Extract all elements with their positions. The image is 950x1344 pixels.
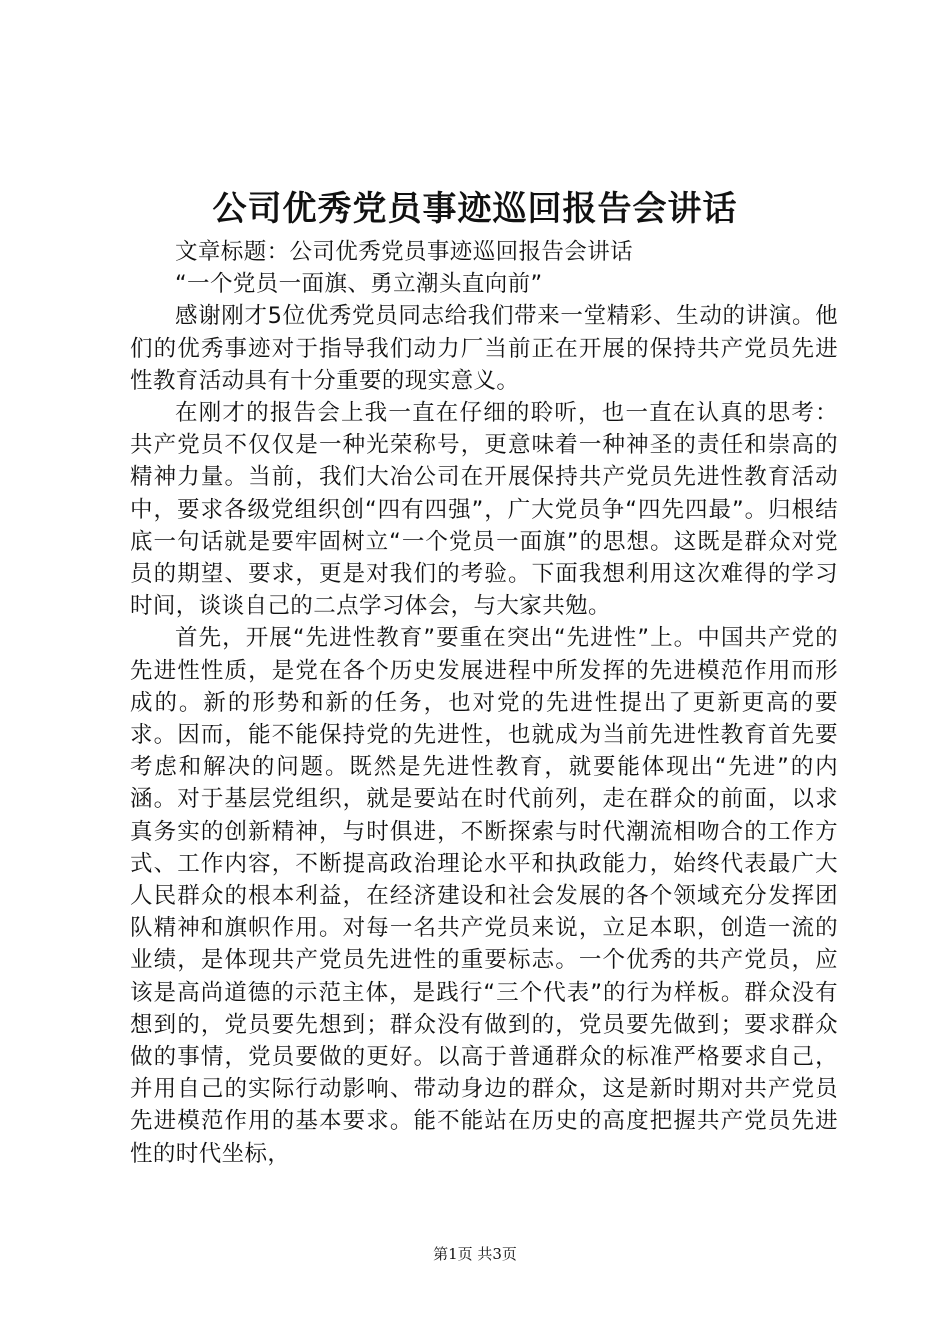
document-body bbox=[130, 236, 838, 1170]
paragraph-slogan: “一个党员一面旗、勇立潮头直向前” bbox=[175, 271, 543, 298]
paragraph-first-point: 首先，开展“先进性教育”要重在突出“先进性”上。中国共产党的先进性性质，是党在各个历史发展进程中所发挥的先进模范作用而形成的。新的形势和新的任务，也对党的先进性提出了更新更高的要求。因而，能不能保持党的先进性，也就成为当前先进性教育首先要考虑和解决的问题。既然是先进性教育，就要能体现出“先进”的内涵。对于基层党组织，就是要站在时代前列，走在群众的前面，以求真务实的创新精神，与时俱进，不断探索与时代潮流相吻合的工作方式、工作内容，不断提高政治理论水平和执政能力，始终代表最广大人民群众的根本利益，在经济建设和社会发展的各个领域充分发挥团队精神和旗帜作用。对每一名共产党员来说，立足本职，创造一流的业绩，是体现共产党员先进性的重要标志。一个优秀的共产党员，应该是高尚道德的示范主体，是践行“三个代表”的行为样板。群众没有想到的，党员要先想到；群众没有做到的，党员要先做到；要求群众做的事情，党员要做的更好。以高于普通群众的标准严格要求自己，并用自己的实际行动影响、带动身边的群众，这是新时期对共产党员先进模范作用的基本要求。能不能站在历史的高度把握共产党员先进性的时代坐标， bbox=[130, 625, 838, 1167]
paragraph-reflection: 在刚才的报告会上我一直在仔细的聆听，也一直在认真的思考：共产党员不仅仅是一种光荣称号，更意味着一种神圣的责任和崇高的精神力量。当前，我们大冶公司在开展保持共产党员先进性教育活动中，要求各级党组织创“四有四强”，广大党员争“四先四最”。归根结底一句话就是要牢固树立“一个党员一面旗”的思想。这既是群众对党员的期望、要求，更是对我们的考验。下面我想利用这次难得的学习时间，谈谈自己的二点学习体会，与大家共勉。 bbox=[130, 400, 838, 620]
document-title: 公司优秀党员事迹巡回报告会讲话 bbox=[212, 189, 738, 229]
page-number-footer: 第1页 共3页 bbox=[433, 1245, 517, 1263]
paragraph-thanks: 感谢刚才5位优秀党员同志给我们带来一堂精彩、生动的讲演。他们的优秀事迹对于指导我们动力厂当前正在开展的保持共产党员先进性教育活动具有十分重要的现实意义。 bbox=[130, 303, 838, 394]
paragraph-article-title: 文章标题：公司优秀党员事迹巡回报告会讲话 bbox=[175, 239, 634, 265]
